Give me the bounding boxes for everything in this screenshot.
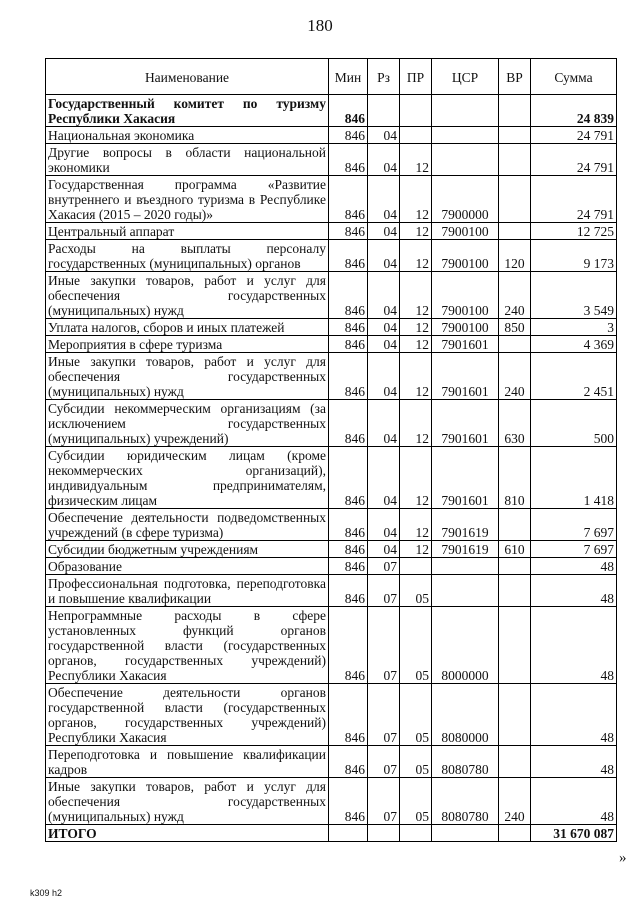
cell-vr: 120	[499, 240, 531, 272]
cell-pr: 12	[400, 144, 432, 176]
cell-sum: 3 549	[531, 272, 617, 319]
footer-code: k309 h2	[30, 888, 63, 898]
cell-pr: 12	[400, 509, 432, 541]
cell-min: 846	[329, 746, 368, 778]
cell-vr: 240	[499, 778, 531, 825]
cell-csr: 7901601	[432, 400, 499, 447]
cell-min: 846	[329, 336, 368, 353]
cell-csr: 7901619	[432, 541, 499, 558]
cell-min: 846	[329, 447, 368, 509]
cell-rz: 07	[368, 684, 400, 746]
cell-csr: 8000000	[432, 607, 499, 684]
table-row	[46, 144, 617, 176]
cell-sum: 12 725	[531, 223, 617, 240]
table-row	[46, 746, 617, 778]
table-row	[46, 176, 617, 223]
cell-name: Профессиональная подготовка, переподготовка и повышение квалификации	[46, 575, 329, 607]
cell-name: Обеспечение деятельности подведомственных учреждений (в сфере туризма)	[46, 509, 329, 541]
cell-min: 846	[329, 144, 368, 176]
cell-vr	[499, 684, 531, 746]
cell-csr	[432, 144, 499, 176]
cell-rz: 07	[368, 778, 400, 825]
cell-vr: 240	[499, 353, 531, 400]
cell-csr: 7900000	[432, 176, 499, 223]
cell-rz: 04	[368, 353, 400, 400]
cell-name: Другие вопросы в области национальной экономики	[46, 144, 329, 176]
header-rz: Рз	[368, 59, 400, 95]
cell-pr: 12	[400, 336, 432, 353]
cell-name: Мероприятия в сфере туризма	[46, 336, 329, 353]
table-row	[46, 541, 617, 558]
cell-csr: 8080780	[432, 778, 499, 825]
cell-pr: 12	[400, 541, 432, 558]
cell-csr	[432, 575, 499, 607]
cell-min: 846	[329, 684, 368, 746]
cell-vr: 630	[499, 400, 531, 447]
cell-name: Национальная экономика	[46, 127, 329, 144]
cell-sum: 48	[531, 575, 617, 607]
table-row	[46, 558, 617, 575]
cell-min: 846	[329, 558, 368, 575]
cell-min: 846	[329, 541, 368, 558]
table-row	[46, 778, 617, 825]
cell-sum: 24 791	[531, 144, 617, 176]
cell-pr: 12	[400, 447, 432, 509]
cell-pr: 05	[400, 746, 432, 778]
table-cell	[400, 825, 432, 842]
cell-rz: 07	[368, 575, 400, 607]
cell-name: Расходы на выплаты персоналу государственных (муниципальных) органов	[46, 240, 329, 272]
cell-csr: 7900100	[432, 319, 499, 336]
cell-sum: 1 418	[531, 447, 617, 509]
cell-name: Государственный комитет по туризму Республики Хакасия	[46, 95, 329, 127]
cell-pr: 05	[400, 778, 432, 825]
cell-vr	[499, 95, 531, 127]
cell-csr	[432, 127, 499, 144]
cell-sum: 48	[531, 746, 617, 778]
cell-csr: 8080780	[432, 746, 499, 778]
cell-min: 846	[329, 400, 368, 447]
table-cell	[499, 825, 531, 842]
cell-sum: 4 369	[531, 336, 617, 353]
total-sum: 31 670 087	[531, 825, 617, 842]
cell-rz: 04	[368, 127, 400, 144]
cell-vr	[499, 607, 531, 684]
header-pr: ПР	[400, 59, 432, 95]
cell-name: Государственная программа «Развитие внутреннего и въездного туризма в Республике Хакасия (2015 – 2020 годы)»	[46, 176, 329, 223]
cell-min: 846	[329, 223, 368, 240]
cell-sum: 24 839	[531, 95, 617, 127]
cell-rz: 04	[368, 272, 400, 319]
cell-rz: 04	[368, 319, 400, 336]
cell-rz: 04	[368, 176, 400, 223]
cell-min: 846	[329, 509, 368, 541]
table-row	[46, 95, 617, 127]
table-row	[46, 575, 617, 607]
cell-vr: 850	[499, 319, 531, 336]
cell-pr: 12	[400, 400, 432, 447]
table-cell	[432, 825, 499, 842]
table-row	[46, 127, 617, 144]
cell-rz	[368, 95, 400, 127]
continuation-mark: »	[619, 850, 627, 866]
cell-pr: 12	[400, 353, 432, 400]
cell-vr	[499, 223, 531, 240]
cell-pr: 12	[400, 240, 432, 272]
cell-csr: 7900100	[432, 240, 499, 272]
total-row	[46, 825, 617, 842]
header-name: Наименование	[46, 59, 329, 95]
cell-csr: 7900100	[432, 272, 499, 319]
cell-min: 846	[329, 127, 368, 144]
header-min: Мин	[329, 59, 368, 95]
cell-pr: 05	[400, 684, 432, 746]
header-sum: Сумма	[531, 59, 617, 95]
cell-min: 846	[329, 607, 368, 684]
cell-min: 846	[329, 176, 368, 223]
cell-rz: 04	[368, 541, 400, 558]
cell-name: Обеспечение деятельности органов государственной власти (государственных органов, государственных учреждений) Республики Хакасия	[46, 684, 329, 746]
cell-pr	[400, 558, 432, 575]
cell-pr: 12	[400, 319, 432, 336]
cell-pr: 12	[400, 176, 432, 223]
cell-rz: 07	[368, 558, 400, 575]
cell-vr: 240	[499, 272, 531, 319]
cell-rz: 04	[368, 509, 400, 541]
cell-sum: 7 697	[531, 509, 617, 541]
header-vr: ВР	[499, 59, 531, 95]
table-row	[46, 272, 617, 319]
cell-sum: 24 791	[531, 127, 617, 144]
table-row	[46, 240, 617, 272]
cell-vr	[499, 127, 531, 144]
cell-pr: 05	[400, 575, 432, 607]
cell-vr	[499, 144, 531, 176]
cell-vr: 610	[499, 541, 531, 558]
cell-vr	[499, 746, 531, 778]
table-row	[46, 684, 617, 746]
cell-sum: 48	[531, 607, 617, 684]
cell-name: Субсидии бюджетным учреждениям	[46, 541, 329, 558]
cell-csr: 7901619	[432, 509, 499, 541]
cell-sum: 9 173	[531, 240, 617, 272]
cell-rz: 04	[368, 223, 400, 240]
cell-min: 846	[329, 353, 368, 400]
cell-pr: 12	[400, 272, 432, 319]
table-row	[46, 336, 617, 353]
cell-sum: 48	[531, 684, 617, 746]
cell-name: Непрограммные расходы в сфере установленных функций органов государственной власти (государственных органов, государственных учреждений) Республики Хакасия	[46, 607, 329, 684]
table-row	[46, 400, 617, 447]
cell-vr	[499, 336, 531, 353]
cell-min: 846	[329, 778, 368, 825]
table-body	[46, 95, 617, 825]
cell-name: Иные закупки товаров, работ и услуг для обеспечения государственных (муниципальных) нужд	[46, 778, 329, 825]
budget-table	[45, 58, 617, 842]
cell-min: 846	[329, 319, 368, 336]
table-row	[46, 353, 617, 400]
header-csr: ЦСР	[432, 59, 499, 95]
cell-vr	[499, 558, 531, 575]
cell-rz: 07	[368, 607, 400, 684]
cell-pr	[400, 127, 432, 144]
cell-sum: 24 791	[531, 176, 617, 223]
cell-sum: 2 451	[531, 353, 617, 400]
cell-name: Центральный аппарат	[46, 223, 329, 240]
cell-pr: 12	[400, 223, 432, 240]
table-row	[46, 509, 617, 541]
cell-vr	[499, 575, 531, 607]
table-row	[46, 319, 617, 336]
cell-name: Субсидии некоммерческим организациям (за исключением государственных (муниципальных) учреждений)	[46, 400, 329, 447]
cell-rz: 04	[368, 144, 400, 176]
cell-sum: 48	[531, 778, 617, 825]
cell-csr: 7901601	[432, 447, 499, 509]
cell-name: Образование	[46, 558, 329, 575]
cell-rz: 07	[368, 746, 400, 778]
cell-pr	[400, 95, 432, 127]
cell-name: Иные закупки товаров, работ и услуг для обеспечения государственных (муниципальных) нужд	[46, 353, 329, 400]
cell-pr: 05	[400, 607, 432, 684]
cell-name: Переподготовка и повышение квалификации кадров	[46, 746, 329, 778]
cell-min: 846	[329, 240, 368, 272]
cell-sum: 500	[531, 400, 617, 447]
cell-csr: 7901601	[432, 336, 499, 353]
table-row	[46, 607, 617, 684]
cell-csr	[432, 558, 499, 575]
page-number: 180	[307, 16, 333, 35]
cell-rz: 04	[368, 240, 400, 272]
cell-name: Уплата налогов, сборов и иных платежей	[46, 319, 329, 336]
cell-name: Субсидии юридическим лицам (кроме некоммерческих организаций), индивидуальным предпринимателям, физическим лицам	[46, 447, 329, 509]
cell-csr: 7901601	[432, 353, 499, 400]
table-cell	[368, 825, 400, 842]
cell-name: Иные закупки товаров, работ и услуг для обеспечения государственных (муниципальных) нужд	[46, 272, 329, 319]
cell-sum: 48	[531, 558, 617, 575]
cell-vr	[499, 176, 531, 223]
cell-rz: 04	[368, 336, 400, 353]
table-row	[46, 447, 617, 509]
cell-vr	[499, 509, 531, 541]
cell-csr: 7900100	[432, 223, 499, 240]
cell-sum: 7 697	[531, 541, 617, 558]
table-header-row	[46, 59, 617, 95]
total-label: ИТОГО	[46, 825, 329, 842]
cell-sum: 3	[531, 319, 617, 336]
cell-min: 846	[329, 95, 368, 127]
cell-csr	[432, 95, 499, 127]
table-row	[46, 223, 617, 240]
cell-vr: 810	[499, 447, 531, 509]
cell-csr: 8080000	[432, 684, 499, 746]
cell-min: 846	[329, 272, 368, 319]
table-cell	[329, 825, 368, 842]
cell-rz: 04	[368, 400, 400, 447]
cell-min: 846	[329, 575, 368, 607]
cell-rz: 04	[368, 447, 400, 509]
